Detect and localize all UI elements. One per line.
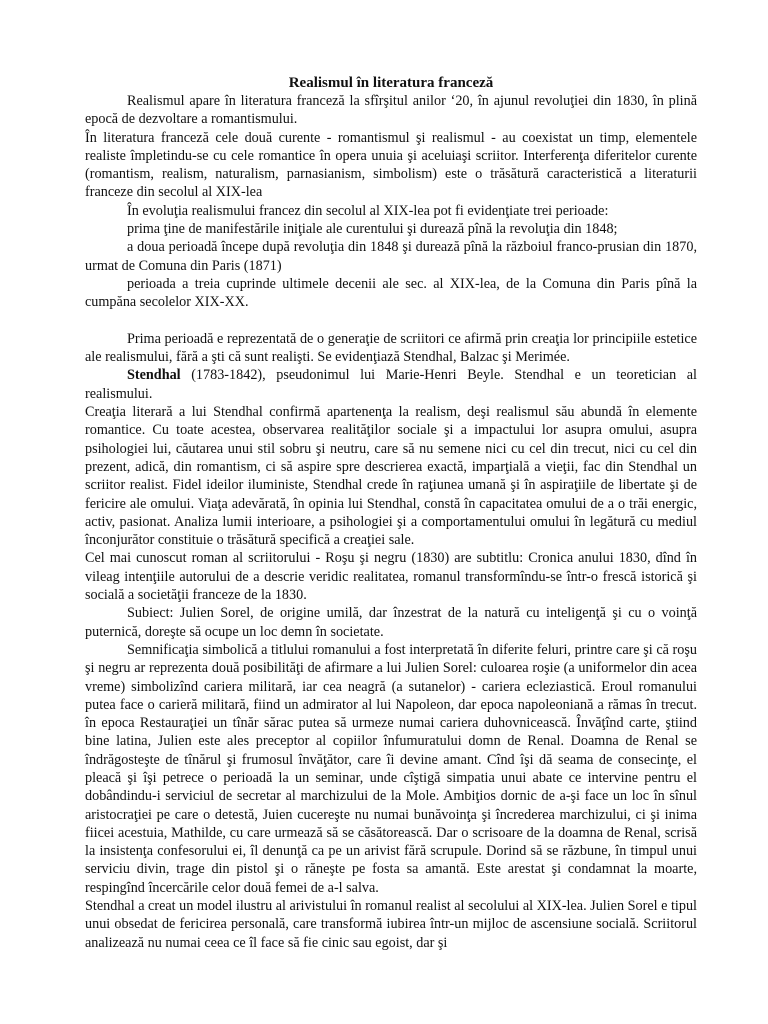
paragraph-intro: Realismul apare în literatura franceză la sfîrşitul anilor ‘20, în ajunul revoluţiei din 1830, în plină epocă de dezvoltare a romantismului. [85, 93, 697, 128]
paragraph-period-two: a doua perioadă începe după revoluţia din 1848 şi durează pînă la războiul franco-prusian din 1870, urmat de Comuna din Paris (1871) [85, 239, 697, 274]
paragraph-period-three: perioada a treia cuprinde ultimele decenii ale sec. al XIX-lea, de la Comuna din Paris pînă la cumpăna secolelor XIX-XX. [85, 275, 697, 311]
paragraph-stendhal-work: Creaţia literară a lui Stendhal confirmă apartenenţa la realism, deşi realismul său abundă în elemente romantice. Cu toate acestea, observarea realităţilor sociale şi a impactului lor asupra omului, asupra psihologiei lui, căutarea unui stil sobru şi neutru, care să nu semene nici cu cel din trecut, nici cu cel din prezent, adică, din romantism, ci să aspire spre descrierea exactă, imparţială a vieţii, fac din Stendhal un scriitor realist. Fidel ideilor iluministe, Stendhal crede în raţiunea umană şi în aspiraţiile de libertate şi de fericire ale omului. Viaţa adevărată, în opinia lui Stendhal, constă în capacitatea omului de a o trăi energic, activ, pasionat. Analiza lumii interioare, a psihologiei şi a comportamentului omului în legătură cu mediul înconjurător constituie o trăsătură specifică a creaţiei sale. [85, 404, 697, 549]
paragraph-first-period: Prima perioadă e reprezentată de o generaţie de scriitori ce afirmă prin creaţia lor principiile estetice ale realismului, fără a şti că sunt realişti. Se evidenţiază Stendhal, Balzac şi Merimée. [85, 330, 697, 366]
paragraph-title-meaning: Semnificaţia simbolică a titlului romanului a fost interpretată în diferite feluri, printre care şi că roşu şi negru ar reprezenta două posibilităţi de afirmare a lui Julien Sorel: culoarea roşie (a uniformelor din acea vreme) simbolizînd cariera militară, iar cea neagră (a sutanelor) - cariera ecleziastică. Eroul romanului putea face o carieră militară, fiind un admirator al lui Napoleon, dar epoca napoleoniană a rămas în trecut. în epoca Restauraţiei un tînăr sărac putea să urmeze numai cariera duhovnicească. Învăţînd carte, ştiind bine latina, Julien este ales preceptor al copiilor înfumuratului domn de Renal. Doamna de Renal se îndrăgosteşte de tînărul şi frumosul învăţător, care îi devine amant. Cînd îşi dă seama de consecinţe, el pleacă şi îşi petrece o perioadă la un seminar, unde cîştigă simpatia unui abate ce intervine pentru el dobândindu-i serviciul de secretar al marchizului de la Mole. Ambiţios dornic de a-şi face un loc în sînul aristocraţiei pe care o detestă, Juien cucereşte nu numai bunăvoinţa şi încrederea marchizului, ci şi inima fiicei acestuia, Mathilde, cu care urmează să se căsătorească. Dar o scrisoare de la doamna de Renal, scrisă la insistenţa confesorului ei, îl denunţă ca pe un arivist fără scrupule. Dorind să se răzbune, în timpul unui serviciu divin, trage din pistol şi o răneşte pe fosta sa amantă. Este arestat şi condamnat la moarte, respingînd încercările celor două femei de a-l salva. [85, 641, 697, 896]
paragraph-rosu-si-negru: Cel mai cunoscut roman al scriitorului - Roşu şi negru (1830) are subtitlu: Cronica anului 1830, dînd în vileag intenţiile autorului de a descrie veridic realitatea, romanul transformîndu-se într-o frescă istorică şi socială a societăţii franceze de la 1830. [85, 550, 697, 604]
document-title: Realismul în literatura franceză [288, 75, 494, 91]
stendhal-bio-text: (1783-1842), pseudonimul lui Marie-Henri Beyle. Stendhal e un teoretician al realismului. [85, 367, 697, 402]
paragraph-coexistence: În literatura franceză cele două curente - romantismul şi realismul - au coexistat un timp, elementele realiste împletindu-se cu cele romantice în opera unuia şi aceluiaşi scriitor. Interferenţa diferitelor curente (romantism, realism, naturalism, parnasianism, simbolism) este o trăsătură caracteristică a literaturii franceze din secolul al XIX-lea [85, 129, 697, 201]
paragraph-arrivist-model: Stendhal a creat un model ilustru al arivistului în romanul realist al secolului al XIX-lea. Julien Sorel e tipul unui obsedat de fericirea personală, care transformă iubirea într-un mijloc de ascensiune socială. Scriitorul analizează nu numai ceea ce îl face să fie cinic sau egoist, dar şi [85, 898, 697, 951]
paragraph-stendhal-bio [85, 366, 697, 403]
paragraph-periods-intro: În evoluţia realismului francez din secolul al XIX-lea pot fi evidenţiate trei perioade: [127, 202, 609, 219]
paragraph-period-one: prima ţine de manifestările iniţiale ale curentului şi durează pînă la revoluţia din 1848; [127, 221, 618, 238]
document-page [85, 74, 697, 952]
stendhal-name: Stendhal [127, 367, 181, 384]
paragraph-subject: Subiect: Julien Sorel, de origine umilă, dar înzestrat de la natură cu inteligenţă şi cu o voinţă puternică, doreşte să ocupe un loc demn în societate. [85, 605, 697, 640]
